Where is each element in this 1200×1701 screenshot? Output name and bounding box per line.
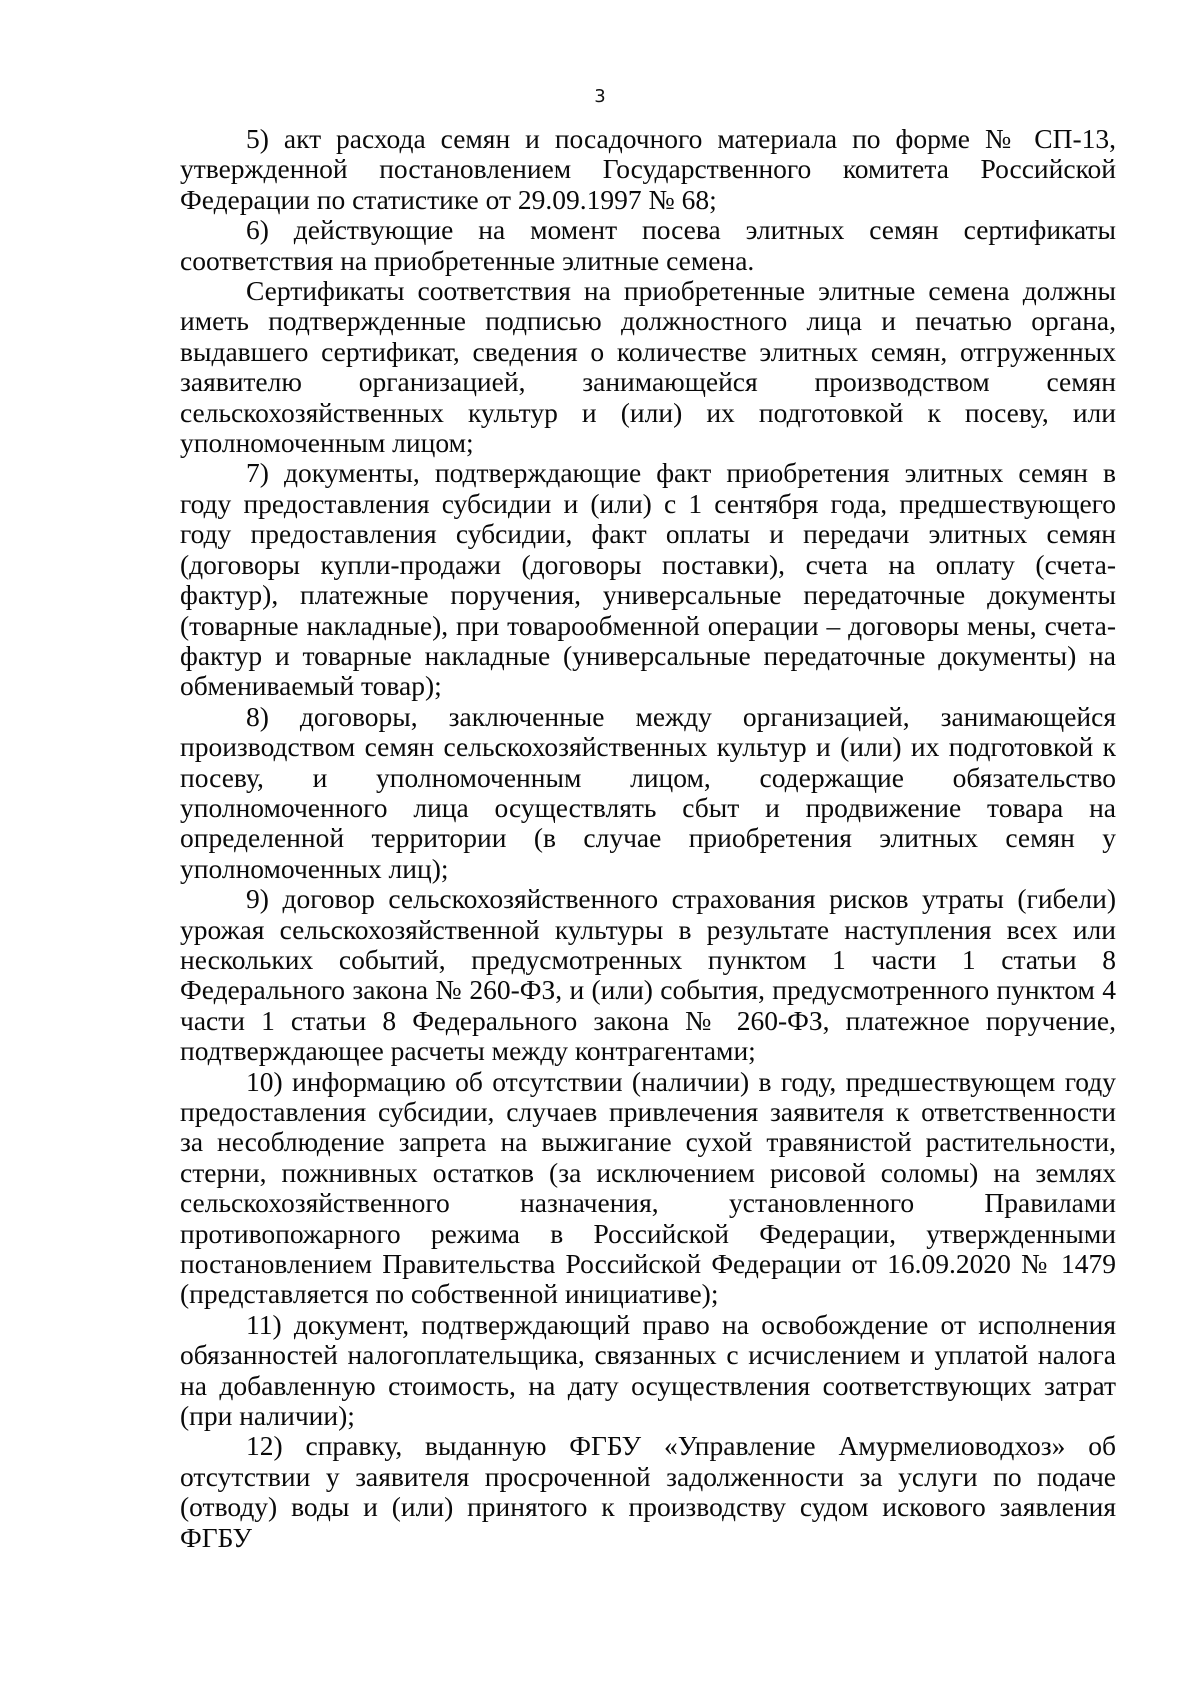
paragraph-item-9: 9) договор сельскохозяйственного страхования рисков утраты (гибели) урожая сельскохозяйственной культуры в результате наступления всех или нескольких событий, предусмотренных пунктом 1 части 1 статьи 8 Федерального закона № 260-ФЗ, и (или) события, предусмотренного пунктом 4 части 1 статьи 8 Федерального закона № 260-ФЗ, платежное поручение, подтверждающее расчеты между контрагентами; [180, 883, 1116, 1067]
paragraph-item-10: 10) информацию об отсутствии (наличии) в году, предшествующем году предоставления субсидии, случаев привлечения заявителя к ответственности за несоблюдение запрета на выжигание сухой травянистой растительности, стерни, пожнивных остатков (за исключением рисовой соломы) на землях сельскохозяйственного назначения, установленного Правилами противопожарного режима в Российской Федерации, утвержденными постановлением Правительства Российской Федерации от 16.09.2020 № 1479 (представляется по собственной инициативе); [180, 1065, 1116, 1310]
paragraph-item-8: 8) договоры, заключенные между организацией, занимающейся производством семян сельскохозяйственных культур и (или) их подготовкой к посеву, и уполномоченным лицом, содержащие обязательство уполномоченного лица осуществлять сбыт и продвижение товара на определенной территории (в случае приобретения элитных семян у уполномоченных лиц); [180, 700, 1116, 884]
paragraph-item-11: 11) документ, подтверждающий право на освобождение от исполнения обязанностей налогоплательщика, связанных с исчислением и уплатой налога на добавленную стоимость, на дату осуществления соответствующих затрат (при наличии); [180, 1308, 1116, 1432]
paragraph-item-12: 12) справку, выданную ФГБУ «Управление Амурмелиоводхоз» об отсутствии у заявителя просроченной задолженности за услуги по подаче (отводу) воды и (или) принятого к производству судом искового заявления ФГБУ [180, 1430, 1116, 1553]
document-body [180, 124, 1116, 1553]
paragraph-certificates: Сертификаты соответствия на приобретенные элитные семена должны иметь подтвержденные подписью должностного лица и печатью органа, выдавшего сертификат, сведения о количестве элитных семян, отгруженных заявителю организацией, занимающейся производством семян сельскохозяйственных культур и (или) их подготовкой к посеву, или уполномоченным лицом; [180, 275, 1116, 459]
page-number: 3 [594, 86, 606, 107]
paragraph-item-6: 6) действующие на момент посева элитных семян сертификаты соответствия на приобретенные элитные семена. [180, 214, 1116, 276]
paragraph-item-5: 5) акт расхода семян и посадочного материала по форме № СП-13, утвержденной постановлением Государственного комитета Российской Федерации по статистике от 29.09.1997 № 68; [180, 123, 1116, 215]
paragraph-item-7: 7) документы, подтверждающие факт приобретения элитных семян в году предоставления субсидии и (или) с 1 сентября года, предшествующего году предоставления субсидии, факт оплаты и передачи элитных семян (договоры купли-продажи (договоры поставки), счета на оплату (счета-фактур), платежные поручения, универсальные передаточные документы (товарные накладные), при товарообменной операции – договоры мены, счета-фактур и товарные накладные (универсальные передаточные документы) на обмениваемый товар); [180, 457, 1116, 702]
